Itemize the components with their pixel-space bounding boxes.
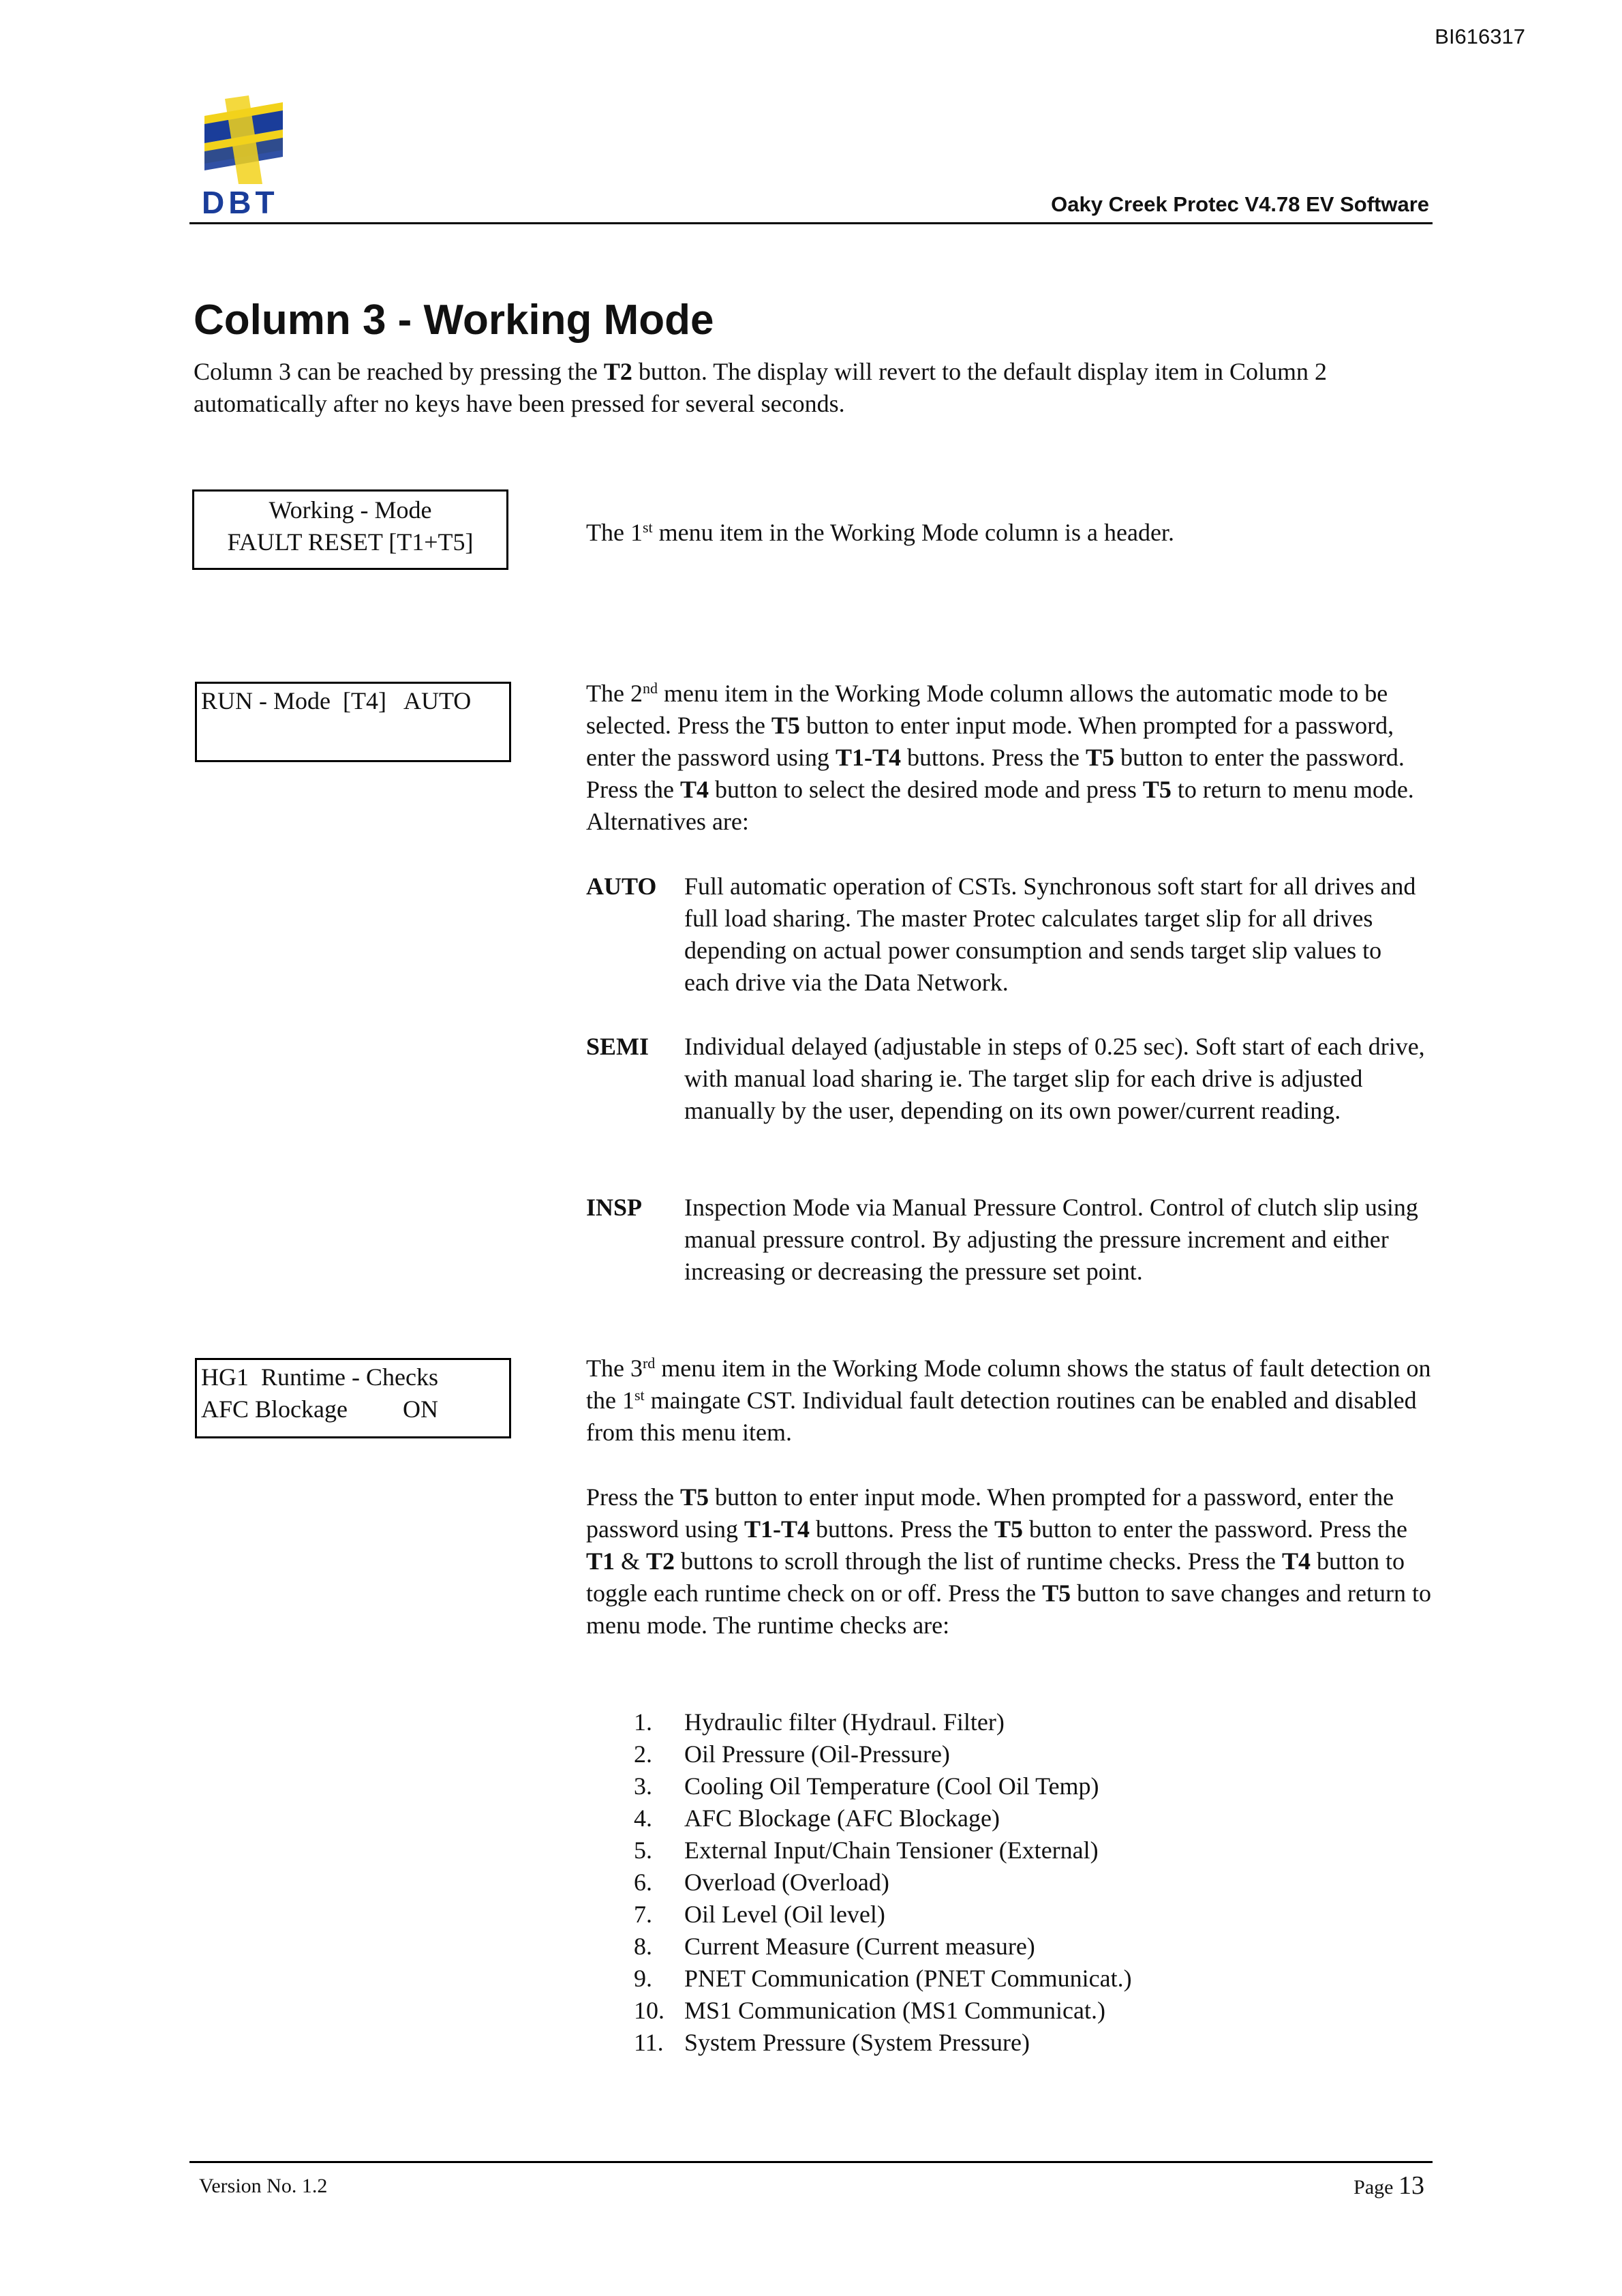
item-2-description: The 2nd menu item in the Working Mode column allows the automatic mode to be selected. Press the T5 button to enter input mode. When prompted for a password, enter the password using T1-T4 buttons. Press the T5 button to enter the password. Press the T4 button to select the desired mode and press T5 to return to menu mode. Alternatives are: <box>586 680 1414 835</box>
display-runtime-checks <box>195 1358 511 1438</box>
logo-text: DBT <box>202 185 279 220</box>
intro-paragraph: Column 3 can be reached by pressing the T2 button. The display will revert to the default display item in Column 2 automatically after no keys have been pressed for several seconds. <box>194 358 1328 417</box>
list-item: 8. Current Measure (Current measure) <box>634 1933 1035 1960</box>
runtime-checks-list <box>634 1706 1132 2059</box>
display-line-1: HG1 Runtime - Checks <box>201 1363 438 1391</box>
mode-term: AUTO <box>586 873 657 900</box>
mode-insp <box>586 1192 1431 1288</box>
mode-description: Inspection Mode via Manual Pressure Control. Control of clutch slip using manual pressure control. By adjusting the pressure increment and either increasing or decreasing the pressure set point. <box>684 1194 1418 1285</box>
document-id: BI616317 <box>1435 25 1525 48</box>
mode-auto <box>586 871 1431 999</box>
display-line-1: RUN - Mode [T4] AUTO <box>201 687 472 714</box>
list-item: 11. System Pressure (System Pressure) <box>634 2029 1030 2056</box>
mode-description: Full automatic operation of CSTs. Synchronous soft start for all drives and full load sharing. The master Protec calculates target slip for all drives depending on actual power consumption and sends target slip values to each drive via the Data Network. <box>684 873 1416 996</box>
display-working-mode-header <box>192 489 508 570</box>
item-3-description: The 3rd menu item in the Working Mode column shows the status of fault detection on the 1st maingate CST. Individual fault detection routines can be enabled and disabled from this menu item. <box>586 1355 1431 1446</box>
list-item: 2. Oil Pressure (Oil-Pressure) <box>634 1740 950 1768</box>
display-run-mode <box>195 682 511 762</box>
header-divider <box>189 222 1433 224</box>
list-item: 1. Hydraulic filter (Hydraul. Filter) <box>634 1708 1005 1736</box>
footer-version: Version No. 1.2 <box>199 2175 328 2197</box>
list-item: 3. Cooling Oil Temperature (Cool Oil Temp) <box>634 1772 1099 1800</box>
mode-semi <box>586 1031 1431 1127</box>
display-line-2: AFC Blockage ON <box>201 1395 438 1423</box>
mode-description: Individual delayed (adjustable in steps of 0.25 sec). Soft start of each drive, with manual load sharing ie. The target slip for each drive is adjusted manually by the user, depending on its own power/current reading. <box>684 1033 1425 1124</box>
footer-divider <box>189 2161 1433 2163</box>
list-item: 6. Overload (Overload) <box>634 1869 889 1896</box>
list-item: 9. PNET Communication (PNET Communicat.) <box>634 1965 1132 1992</box>
list-item: 5. External Input/Chain Tensioner (External) <box>634 1837 1099 1864</box>
list-item: 10. MS1 Communication (MS1 Communicat.) <box>634 1997 1105 2024</box>
item-3-instructions: Press the T5 button to enter input mode. When prompted for a password, enter the password using T1-T4 buttons. Press the T5 button to enter the password. Press the T1 & T2 buttons to scroll through the list of runtime checks. Press the T4 button to toggle each runtime check on or off. Press the T5 button to save changes and return to menu mode. The runtime checks are: <box>586 1483 1432 1639</box>
page-title: Column 3 - Working Mode <box>194 297 714 344</box>
list-item: 4. AFC Blockage (AFC Blockage) <box>634 1804 1000 1832</box>
mode-term: SEMI <box>586 1033 649 1060</box>
display-line-1: Working - Mode <box>269 496 432 524</box>
dbt-logo <box>198 95 290 222</box>
item-1-description: The 1st menu item in the Working Mode column is a header. <box>586 519 1174 546</box>
header-title: Oaky Creek Protec V4.78 EV Software <box>1051 192 1429 216</box>
list-item: 7. Oil Level (Oil level) <box>634 1901 885 1928</box>
dbt-logo-icon <box>198 95 290 184</box>
footer-page-number: Page 13 <box>1353 2171 1424 2200</box>
mode-term: INSP <box>586 1194 643 1221</box>
display-line-2: FAULT RESET [T1+T5] <box>227 528 474 556</box>
